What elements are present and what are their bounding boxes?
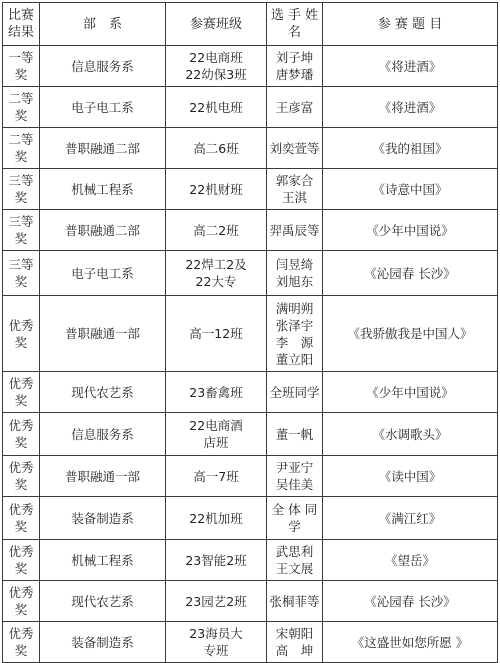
name-cell: 宋朝阳 高 坤 — [267, 622, 323, 663]
class-cell: 23智能2班 — [166, 540, 267, 581]
title-cell: 《水调歌头》 — [323, 413, 498, 456]
table-row — [3, 540, 498, 581]
class-cell: 22机电班 — [166, 87, 267, 128]
dept-cell: 信息服务系 — [40, 413, 166, 456]
class-cell: 23海员大专班 — [166, 622, 267, 663]
dept-cell: 电子电工系 — [40, 251, 166, 296]
name-cell: 王彦富 — [267, 87, 323, 128]
result-cell: 三等奖 — [3, 210, 40, 251]
title-cell: 《读中国》 — [323, 456, 498, 497]
name-cell: 郭家合 王淇 — [267, 169, 323, 210]
dept-cell: 普职融通一部 — [40, 456, 166, 497]
table-row — [3, 251, 498, 296]
class-cell: 22机加班 — [166, 497, 267, 540]
name-cell: 全 体 同 学 — [267, 497, 323, 540]
header-dept: 部 系 — [40, 3, 166, 46]
dept-cell: 机械工程系 — [40, 169, 166, 210]
name-cell: 刘奕萱等 — [267, 128, 323, 169]
dept-cell: 机械工程系 — [40, 540, 166, 581]
dept-cell: 电子电工系 — [40, 87, 166, 128]
dept-cell: 普职融通二部 — [40, 128, 166, 169]
name-cell: 全班同学 — [267, 372, 323, 413]
dept-cell: 信息服务系 — [40, 46, 166, 87]
title-cell: 《我骄傲我是中国人》 — [323, 296, 498, 372]
class-cell: 22机财班 — [166, 169, 267, 210]
title-cell: 《这盛世如您所愿 》 — [323, 622, 498, 663]
title-cell: 《望岳》 — [323, 540, 498, 581]
name-cell: 满明朔 张泽宇 李 源 董立阳 — [267, 296, 323, 372]
table-row — [3, 456, 498, 497]
title-cell: 《沁园春 长沙》 — [323, 251, 498, 296]
result-cell: 一等奖 — [3, 46, 40, 87]
title-cell: 《将进酒》 — [323, 46, 498, 87]
table-row — [3, 372, 498, 413]
name-cell: 刘子坤 唐梦璠 — [267, 46, 323, 87]
title-cell: 《少年中国说》 — [323, 210, 498, 251]
table-row — [3, 622, 498, 663]
title-cell: 《诗意中国》 — [323, 169, 498, 210]
result-cell: 优秀奖 — [3, 456, 40, 497]
result-cell: 二等奖 — [3, 87, 40, 128]
table-row — [3, 210, 498, 251]
class-cell: 高一7班 — [166, 456, 267, 497]
header-result: 比赛结果 — [3, 3, 40, 46]
title-cell: 《少年中国说》 — [323, 372, 498, 413]
name-cell: 羿禹辰等 — [267, 210, 323, 251]
result-cell: 二等奖 — [3, 128, 40, 169]
header-class: 参赛班级 — [166, 3, 267, 46]
table-row — [3, 169, 498, 210]
result-cell: 三等奖 — [3, 251, 40, 296]
header-row — [3, 3, 498, 46]
name-cell: 尹亚宁 吴佳美 — [267, 456, 323, 497]
dept-cell: 装备制造系 — [40, 497, 166, 540]
table-row — [3, 46, 498, 87]
class-cell: 22电商班 22幼保3班 — [166, 46, 267, 87]
title-cell: 《将进酒》 — [323, 87, 498, 128]
result-cell: 优秀奖 — [3, 372, 40, 413]
name-cell: 武思利 王文展 — [267, 540, 323, 581]
dept-cell: 装备制造系 — [40, 622, 166, 663]
class-cell: 高二6班 — [166, 128, 267, 169]
title-cell: 《我的祖国》 — [323, 128, 498, 169]
title-cell: 《沁园春 长沙》 — [323, 581, 498, 622]
table-row — [3, 87, 498, 128]
result-cell: 三等奖 — [3, 169, 40, 210]
table-row — [3, 581, 498, 622]
name-cell: 张桐菲等 — [267, 581, 323, 622]
table-row — [3, 296, 498, 372]
result-cell: 优秀奖 — [3, 497, 40, 540]
table-row — [3, 497, 498, 540]
dept-cell: 普职融通一部 — [40, 296, 166, 372]
class-cell: 23畜禽班 — [166, 372, 267, 413]
header-title: 参 赛 题 目 — [323, 3, 498, 46]
class-cell: 22焊工2及22大专 — [166, 251, 267, 296]
result-cell: 优秀奖 — [3, 296, 40, 372]
table-row — [3, 128, 498, 169]
name-cell: 董一帆 — [267, 413, 323, 456]
result-cell: 优秀奖 — [3, 540, 40, 581]
table-row — [3, 413, 498, 456]
result-cell: 优秀奖 — [3, 581, 40, 622]
class-cell: 22电商酒店班 — [166, 413, 267, 456]
dept-cell: 普职融通二部 — [40, 210, 166, 251]
title-cell: 《满江红》 — [323, 497, 498, 540]
class-cell: 23园艺2班 — [166, 581, 267, 622]
class-cell: 高二2班 — [166, 210, 267, 251]
dept-cell: 现代农艺系 — [40, 581, 166, 622]
dept-cell: 现代农艺系 — [40, 372, 166, 413]
awards-table — [2, 2, 498, 663]
class-cell: 高一12班 — [166, 296, 267, 372]
result-cell: 优秀奖 — [3, 413, 40, 456]
result-cell: 优秀奖 — [3, 622, 40, 663]
name-cell: 闫昱绮 刘旭东 — [267, 251, 323, 296]
header-name: 选 手 姓 名 — [267, 3, 323, 46]
